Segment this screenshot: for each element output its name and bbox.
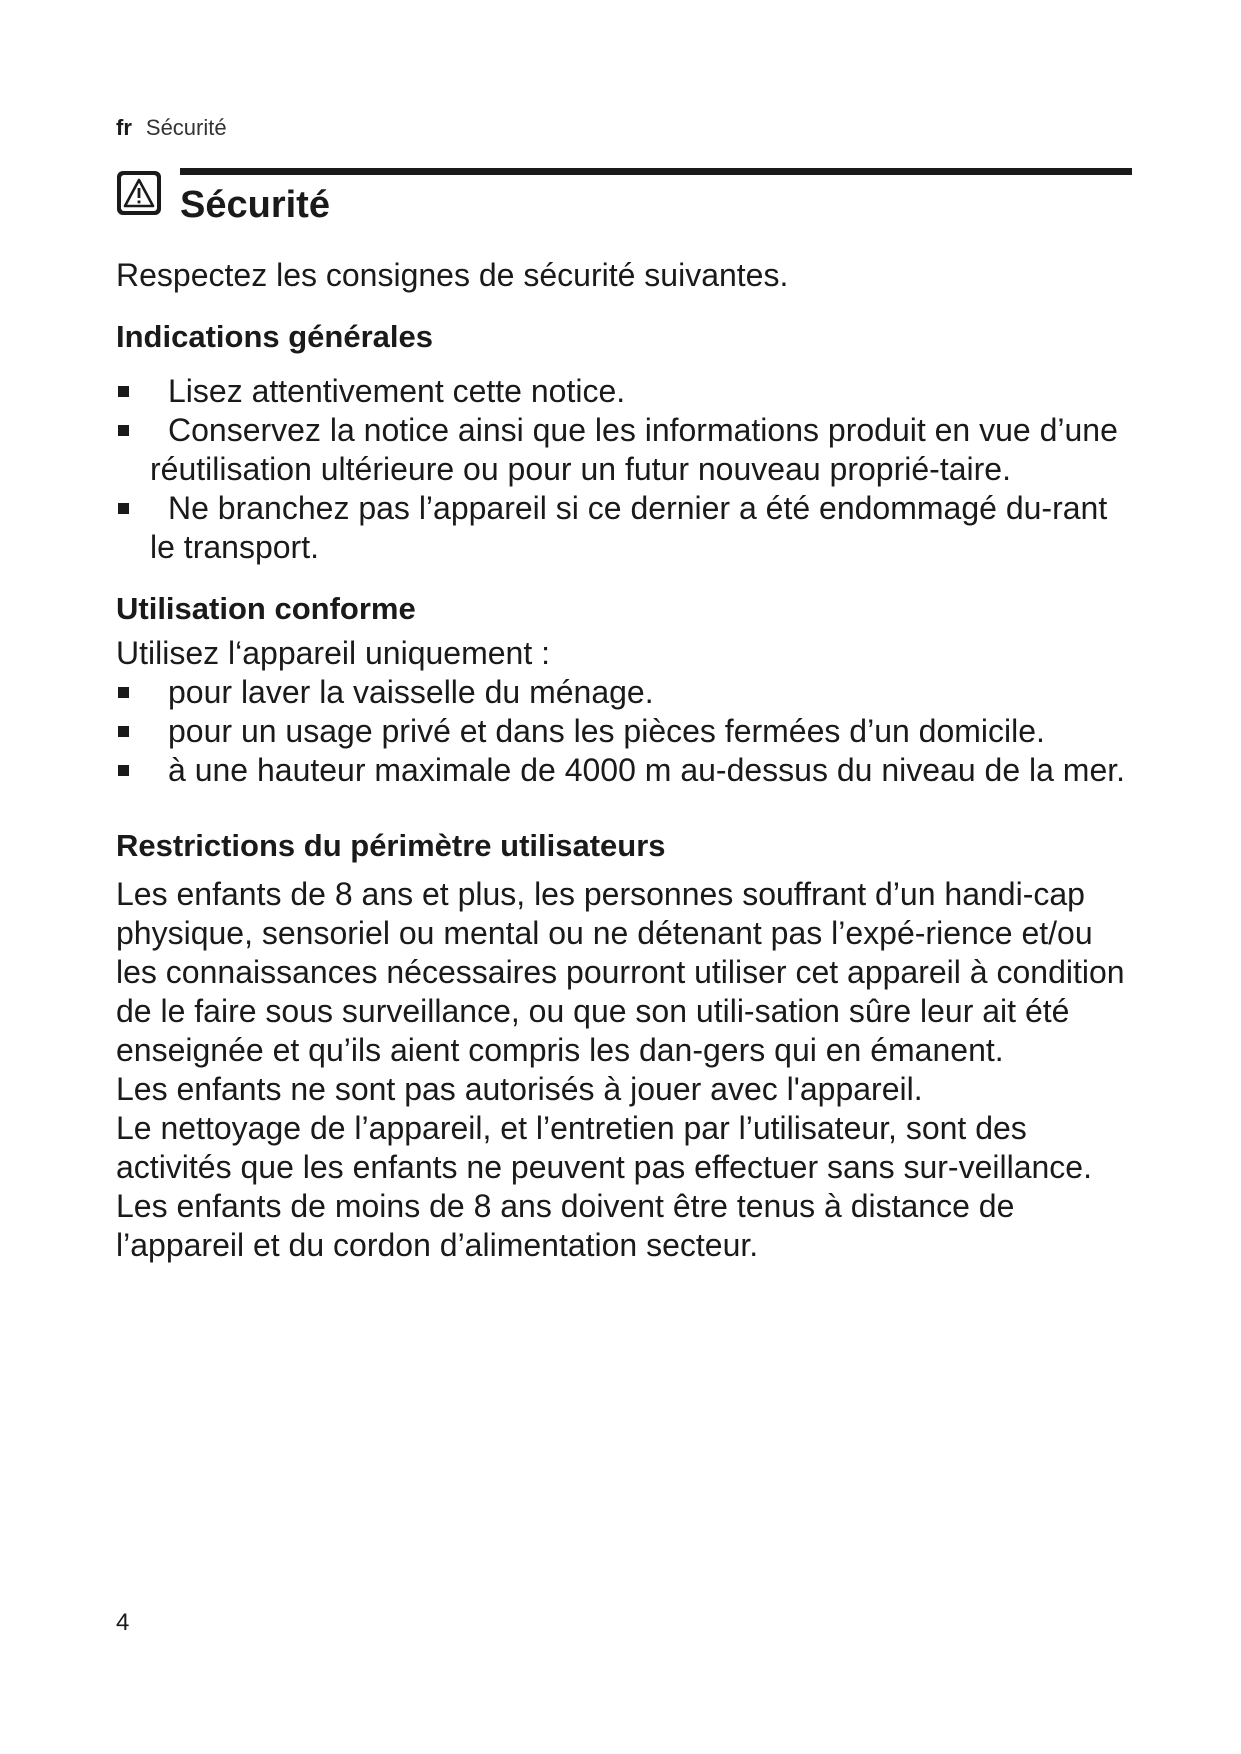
running-header: [116, 114, 227, 142]
restrictions-paragraph: Les enfants ne sont pas autorisés à jouer avec l'appareil.: [116, 1071, 923, 1107]
list-item: à une hauteur maximale de 4000 m au-dessus du niveau de la mer.: [116, 751, 1136, 790]
restrictions-paragraph: Les enfants de moins de 8 ans doivent être tenus à distance de l’appareil et du cordon d’alimentation secteur.: [116, 1188, 1015, 1263]
restrictions-paragraph: Le nettoyage de l’appareil, et l’entretien par l’utilisateur, sont des activités que les enfants ne peuvent pas effectuer sans sur-veillance.: [116, 1110, 1092, 1185]
usage-heading: Utilisation conforme: [116, 591, 416, 626]
page-number: 4: [116, 1609, 130, 1636]
page-title: Sécurité: [180, 184, 330, 226]
title-rule: [180, 168, 1132, 175]
restrictions-section: [116, 826, 1136, 1265]
language-code: fr: [116, 115, 132, 140]
list-item: Conservez la notice ainsi que les informations produit en vue d’une réutilisation ultérieure ou pour un futur nouveau proprié-taire.: [116, 411, 1136, 489]
usage-section: [116, 589, 1136, 790]
restrictions-paragraph: Les enfants de 8 ans et plus, les personnes souffrant d’un handi-cap physique, sensoriel ou mental ou ne détenant pas l’expé-rience et/ou les connaissances nécessaires pourront utiliser cet appareil à condition de le faire sous surveillance, ou que son utili-sation sûre leur ait été enseignée et qu’ils aient compris les dan-gers qui en émanent.: [116, 876, 1125, 1068]
general-heading: Indications générales: [116, 319, 433, 354]
running-section-title: Sécurité: [145, 115, 227, 140]
warning-triangle-icon: [116, 170, 162, 216]
usage-list: [116, 673, 1136, 790]
list-item: pour un usage privé et dans les pièces fermées d’un domicile.: [116, 712, 1136, 751]
list-item: Ne branchez pas l’appareil si ce dernier a été endommagé du-rant le transport.: [116, 489, 1136, 567]
general-section: [116, 317, 1136, 567]
content: [116, 256, 1136, 1265]
list-item: pour laver la vaisselle du ménage.: [116, 673, 1136, 712]
general-list: [116, 372, 1136, 567]
usage-lead: Utilisez l‘appareil uniquement :: [116, 635, 550, 671]
intro-text: Respectez les consignes de sécurité suivantes.: [116, 257, 789, 293]
restrictions-heading: Restrictions du périmètre utilisateurs: [116, 828, 666, 863]
list-item: Lisez attentivement cette notice.: [116, 372, 1136, 411]
